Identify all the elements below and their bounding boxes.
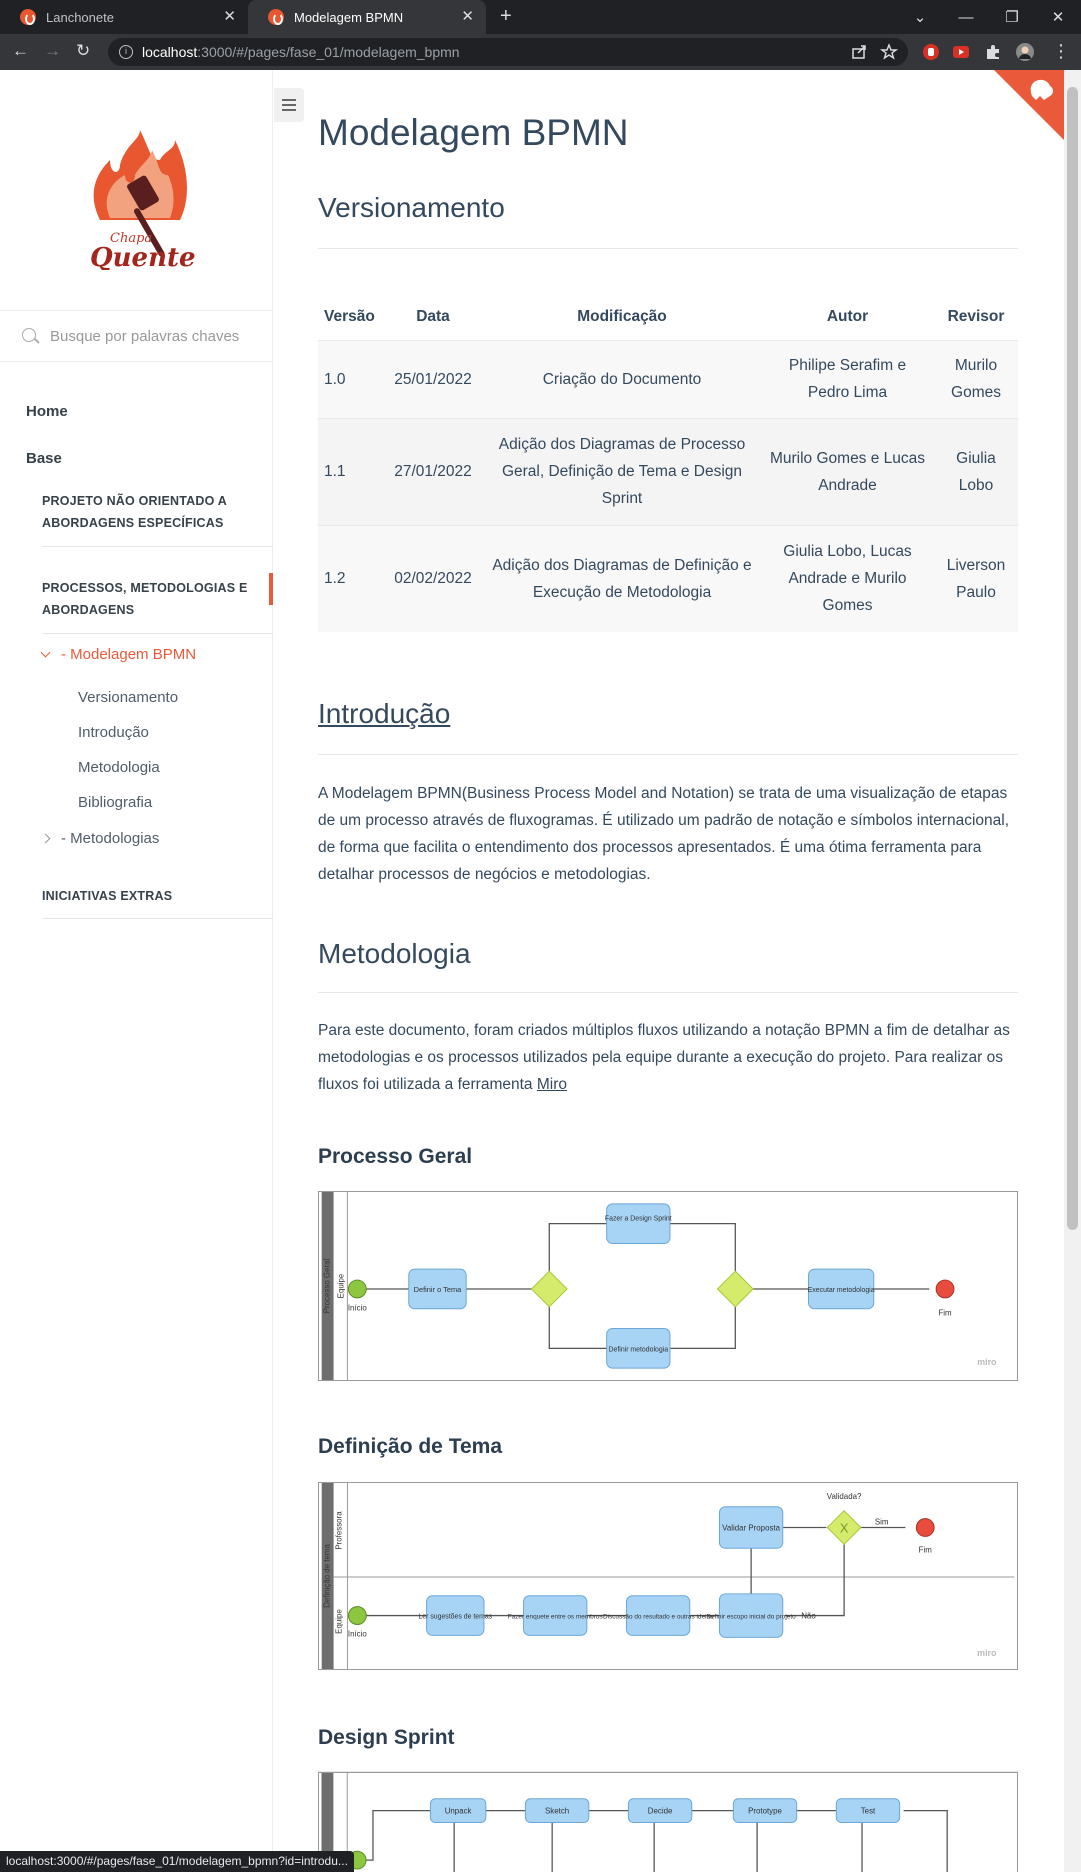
browser-tab-modelagem[interactable] xyxy=(248,0,486,34)
end-event-icon xyxy=(936,1280,954,1298)
sidebar-subitem-introducao[interactable]: Introdução xyxy=(78,724,149,741)
table-header-row xyxy=(318,294,1018,340)
diagram-design-sprint xyxy=(318,1772,1018,1872)
info-icon[interactable]: i xyxy=(119,45,133,59)
close-tab-icon[interactable]: ✕ xyxy=(223,8,236,25)
end-label: Fim xyxy=(938,1308,952,1318)
tab-title: Lanchonete xyxy=(46,9,114,25)
start-label: Início xyxy=(347,1303,367,1313)
table-cell: Adição dos Diagramas de Processo Geral, Definição de Tema e Design Sprint xyxy=(483,418,761,525)
metodologia-paragraph xyxy=(318,1017,1023,1098)
github-corner-icon[interactable] xyxy=(994,70,1064,140)
extension-stop-icon[interactable] xyxy=(922,43,940,61)
table-cell: Adição dos Diagramas de Definição e Execução de Metodologia xyxy=(483,525,761,632)
table-cell: 25/01/2022 xyxy=(383,340,483,418)
search-input[interactable] xyxy=(50,324,260,348)
col-header: Autor xyxy=(826,307,869,325)
restore-icon[interactable]: ❐ xyxy=(1005,9,1019,26)
scrollbar-thumb[interactable] xyxy=(1067,87,1078,1230)
address-bar[interactable] xyxy=(108,38,908,66)
start-event-icon xyxy=(348,1607,366,1625)
sidebar-item-label: - Metodologias xyxy=(61,830,160,847)
task-label: Executar metodologia xyxy=(807,1286,875,1294)
table-cell: Liverson Paulo xyxy=(934,525,1018,632)
page-title: Modelagem BPMN xyxy=(318,112,629,153)
task-label: Decide xyxy=(647,1806,673,1816)
table-cell: 1.0 xyxy=(318,340,383,418)
flow-label-nao: Não xyxy=(801,1611,816,1621)
miro-watermark: miro xyxy=(977,1648,997,1659)
divider xyxy=(318,248,1018,249)
start-label: Início xyxy=(347,1629,367,1639)
task-label: Validar Proposta xyxy=(722,1523,781,1533)
sidebar-subitem-metodologia[interactable]: Metodologia xyxy=(78,759,160,776)
forward-icon[interactable]: → xyxy=(44,41,61,60)
table-cell: Murilo Gomes xyxy=(934,340,1018,418)
favicon-icon xyxy=(268,9,284,25)
search-box xyxy=(0,310,273,362)
task-label: Discussão do resultado e outras ideias xyxy=(602,1613,714,1621)
divider xyxy=(42,633,273,634)
end-event-icon xyxy=(916,1519,934,1537)
divider xyxy=(42,918,273,919)
status-bar-url: localhost:3000/#/pages/fase_01/modelagem_bpmn?id=introdu... xyxy=(0,1851,354,1872)
start-event-icon xyxy=(348,1280,366,1298)
gateway-label: Validada? xyxy=(826,1491,862,1501)
close-window-icon[interactable]: ✕ xyxy=(1051,9,1065,26)
heading-introducao[interactable]: Introdução xyxy=(318,698,451,729)
share-icon[interactable] xyxy=(850,43,868,61)
lane-label: Equipe xyxy=(336,1273,346,1299)
gateway-x-icon: X xyxy=(839,1520,849,1536)
col-header: Versão xyxy=(324,307,375,325)
task-label: Unpack xyxy=(444,1806,472,1816)
table-cell: Philipe Serafim e Pedro Lima xyxy=(761,340,934,418)
version-table xyxy=(318,294,1018,632)
sidebar-section-processos[interactable]: PROCESSOS, METODOLOGIAS E ABORDAGENS xyxy=(42,581,248,617)
search-icon xyxy=(22,328,36,342)
extensions-puzzle-icon[interactable] xyxy=(984,43,1002,61)
task-label: Test xyxy=(860,1806,876,1816)
tab-search-icon[interactable]: ⌄ xyxy=(913,9,927,26)
tab-title: Modelagem BPMN xyxy=(294,9,404,25)
heading-versionamento: Versionamento xyxy=(318,192,505,223)
task-label: Prototype xyxy=(748,1806,782,1816)
col-header: Revisor xyxy=(947,307,1005,325)
table-cell: 1.1 xyxy=(318,418,383,525)
lane-label: Equipe xyxy=(334,1609,344,1634)
table-cell: Criação do Documento xyxy=(483,340,761,418)
divider xyxy=(318,992,1018,993)
diagram-definicao-tema xyxy=(318,1482,1018,1670)
sidebar-section-projeto[interactable]: PROJETO NÃO ORIENTADO A ABORDAGENS ESPECÍFICAS xyxy=(42,494,227,530)
task-label: Sketch xyxy=(545,1806,570,1816)
sidebar-item-modelagem-bpmn[interactable] xyxy=(42,646,273,663)
table-cell: 1.2 xyxy=(318,525,383,632)
page-scrollbar[interactable] xyxy=(1064,70,1081,1872)
browser-tab-lanchonete[interactable] xyxy=(0,0,248,34)
table-row xyxy=(318,525,1018,632)
chevron-down-icon xyxy=(41,648,51,658)
miro-link[interactable]: Miro xyxy=(536,1076,567,1093)
gateway-join-icon xyxy=(717,1271,753,1307)
active-indicator xyxy=(269,573,273,605)
miro-watermark: miro xyxy=(977,1357,997,1368)
divider xyxy=(42,546,273,547)
col-header: Data xyxy=(416,307,450,325)
sidebar-subitem-bibliografia[interactable]: Bibliografia xyxy=(78,794,153,811)
profile-avatar-icon[interactable] xyxy=(1016,43,1034,61)
browser-tabstrip xyxy=(0,0,1081,34)
gateway-split-icon xyxy=(531,1271,567,1307)
url-path: :3000/#/pages/fase_01/modelagem_bpmn xyxy=(197,44,460,60)
back-icon[interactable]: ← xyxy=(12,41,29,60)
url-host: localhost xyxy=(142,44,198,60)
task-label: Fazer enquete entre os membros xyxy=(507,1613,603,1621)
new-tab-icon[interactable]: + xyxy=(500,5,512,27)
end-label: Fim xyxy=(918,1545,932,1555)
divider xyxy=(318,754,1018,755)
metodologia-text: Para este documento, foram criados múltiplos fluxos utilizando a notação BPMN a fim de detalhar as metodologias e os processos utilizados pela equipe durante a execução do projeto. Para realizar os fluxos foi utilizada a ferramenta xyxy=(318,1022,1010,1093)
logo-text-quente: Quente xyxy=(90,243,196,270)
heading-design-sprint: Design Sprint xyxy=(318,1726,455,1749)
sidebar-item-home[interactable]: Home xyxy=(26,403,68,420)
sidebar xyxy=(0,70,273,1872)
sidebar-item-label: - Modelagem BPMN xyxy=(61,646,197,663)
table-cell: Murilo Gomes e Lucas Andrade xyxy=(761,418,934,525)
flow-label-sim: Sim xyxy=(874,1517,889,1527)
minimize-icon[interactable]: — xyxy=(958,8,974,26)
lane-label: Professora xyxy=(334,1511,344,1550)
sidebar-toggle-button[interactable] xyxy=(274,88,304,122)
task-label: Definir o Tema xyxy=(413,1284,462,1294)
col-header: Modificação xyxy=(577,307,667,325)
intro-paragraph: A Modelagem BPMN(Business Process Model and Notation) se trata de uma visualização de etapas de um processo através de fluxogramas. É utilizado um padrão de notação e símbolos internacional, de forma que facilita o entendimento dos processos apresentados. É uma ótima ferramenta para detalhar processos de negócios e metodologias. xyxy=(318,785,1009,883)
pool-label: Definição de tema xyxy=(322,1544,332,1608)
task-label: Fazer a Design Sprint xyxy=(604,1215,672,1223)
sidebar-item-metodologias[interactable] xyxy=(42,830,159,847)
close-tab-icon[interactable]: ✕ xyxy=(461,8,474,25)
logo-text-chapa: Chapa xyxy=(110,231,153,246)
sidebar-item-base[interactable]: Base xyxy=(26,450,62,467)
task-fazer-design xyxy=(604,1204,672,1244)
reload-icon[interactable]: ↻ xyxy=(76,41,91,60)
browser-toolbar xyxy=(0,34,1081,70)
bookmark-star-icon[interactable] xyxy=(880,43,898,61)
chapa-quente-logo xyxy=(80,130,200,270)
heading-metodologia: Metodologia xyxy=(318,938,471,969)
table-cell: Giulia Lobo xyxy=(934,418,1018,525)
favicon-icon xyxy=(20,9,36,25)
task-label: Definir metodologia xyxy=(608,1346,669,1354)
heading-processo-geral: Processo Geral xyxy=(318,1145,473,1168)
diagram-processo-geral xyxy=(318,1191,1018,1381)
browser-menu-icon[interactable]: ⋮ xyxy=(1052,41,1070,61)
task-label: Definir escopo inicial do projeto xyxy=(706,1613,796,1621)
sidebar-section-iniciativas[interactable]: INICIATIVAS EXTRAS xyxy=(42,889,173,903)
heading-definicao-tema: Definição de Tema xyxy=(318,1435,502,1458)
table-row xyxy=(318,340,1018,418)
table-cell: 27/01/2022 xyxy=(383,418,483,525)
sidebar-subitem-versionamento[interactable]: Versionamento xyxy=(78,689,179,706)
pool-label: Processo Geral xyxy=(322,1258,332,1314)
table-row xyxy=(318,418,1018,525)
extension-video-icon[interactable] xyxy=(952,43,970,61)
table-cell: 02/02/2022 xyxy=(383,525,483,632)
task-label: Ler sugestões de temas xyxy=(418,1613,493,1621)
chevron-right-icon xyxy=(41,834,51,844)
table-cell: Giulia Lobo, Lucas Andrade e Murilo Gomes xyxy=(761,525,934,632)
